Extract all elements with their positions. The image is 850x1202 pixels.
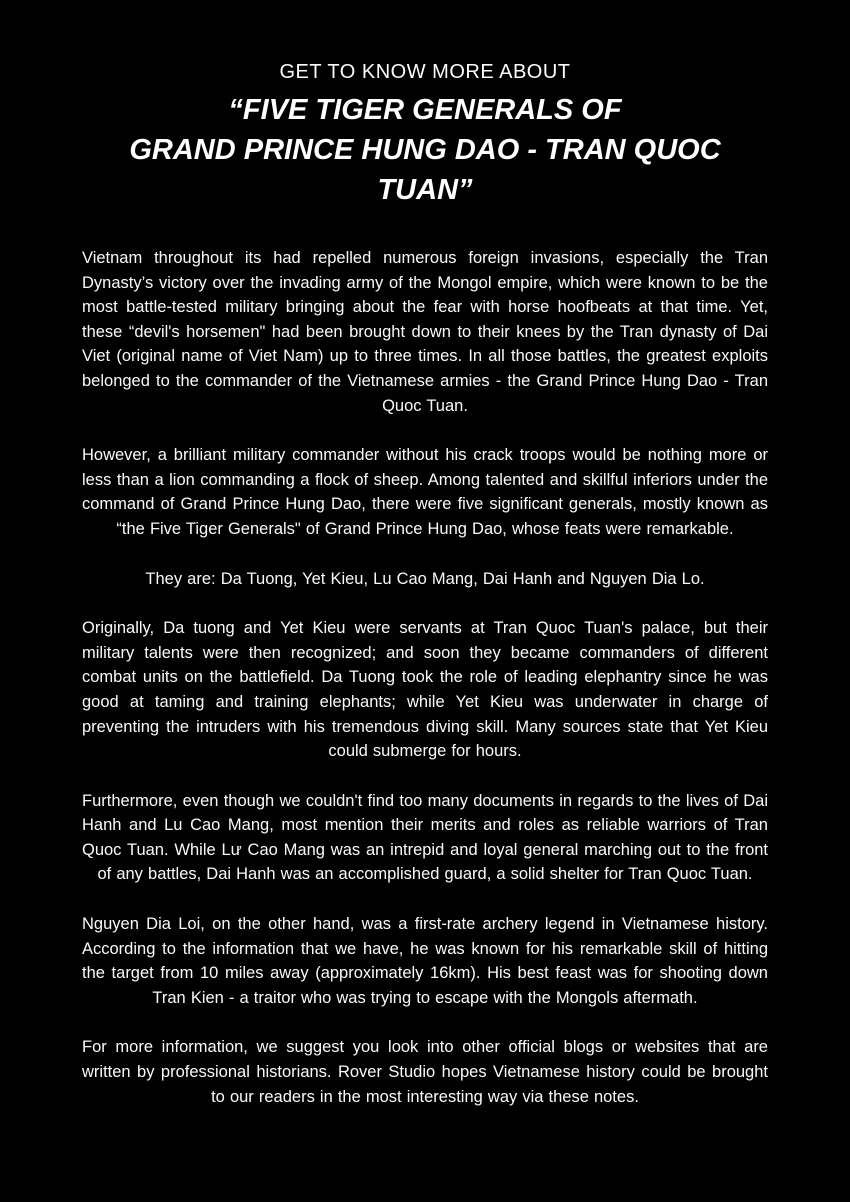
article-title	[82, 90, 768, 210]
paragraph-da-tuong-yet-kieu: Originally, Da tuong and Yet Kieu were servants at Tran Quoc Tuan's palace, but their military talents were then recognized; and soon they became commanders of different combat units on the battlefield. Da Tuong took the role of leading elephantry since he was good at taming and training elephants; while Yet Kieu was underwater in charge of preventing the intruders with his tremendous diving skill. Many sources state that Yet Kieu could submerge for hours.	[82, 619, 768, 761]
paragraph-five-generals: However, a brilliant military commander without his crack troops would be nothing more or less than a lion commanding a flock of sheep. Among talented and skillful inferiors under the command of Grand Prince Hung Dao, there were five significant generals, mostly known as “the Five Tiger Generals" of Grand Prince Hung Dao, whose feats were remarkable.	[82, 446, 768, 538]
paragraph-dai-hanh-lu-cao-mang: Furthermore, even though we couldn't find too many documents in regards to the lives of Dai Hanh and Lu Cao Mang, most mention their merits and roles as reliable warriors of Tran Quoc Tuan. While Lư Cao Mang was an intrepid and loyal general marching out to the front of any battles, Dai Hanh was an accomplished guard, a solid shelter for Tran Quoc Tuan.	[82, 791, 768, 884]
paragraph-generals-list: They are: Da Tuong, Yet Kieu, Lu Cao Mang, Dai Hanh and Nguyen Dia Lo.	[145, 569, 705, 588]
header-kicker: GET TO KNOW MORE ABOUT	[279, 61, 571, 83]
article-title-line-2: GRAND PRINCE HUNG DAO - TRAN QUOC TUAN”	[129, 134, 721, 206]
article-title-line-1: “FIVE TIGER GENERALS OF	[228, 94, 622, 126]
paragraph-closing-note: For more information, we suggest you look into other official blogs or websites that are written by professional historians. Rover Studio hopes Vietnamese history could be brought to our readers in the most interesting way via these notes.	[82, 1038, 768, 1106]
article-body	[82, 246, 768, 1109]
paragraph-intro: Vietnam throughout its had repelled numerous foreign invasions, especially the Tran Dynasty’s victory over the invading army of the Mongol empire, which were known to be the most battle-tested military bringing about the fear with horse hoofbeats at that time. Yet, these “devil's horsemen" had been brought down to their knees by the Tran dynasty of Dai Viet (original name of Viet Nam) up to three times. In all those battles, the greatest exploits belonged to the commander of the Vietnamese armies - the Grand Prince Hung Dao - Tran Quoc Tuan.	[82, 249, 768, 415]
paragraph-nguyen-dia-loi: Nguyen Dia Loi, on the other hand, was a first-rate archery legend in Vietnamese history. According to the information that we have, he was known for his remarkable skill of hitting the target from 10 miles away (approximately 16km). His best feast was for shooting down Tran Kien - a traitor who was trying to escape with the Mongols aftermath.	[82, 915, 768, 1007]
article-header	[82, 58, 768, 210]
